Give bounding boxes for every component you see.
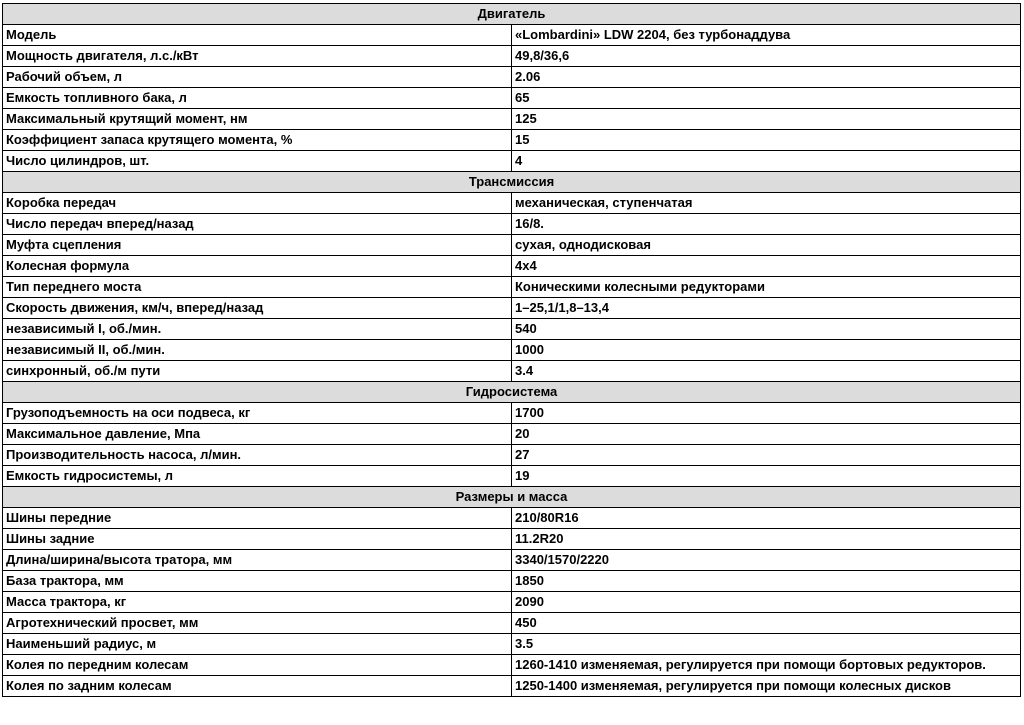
spec-value: 4x4 [512,256,1021,277]
spec-value: 3.5 [512,634,1021,655]
spec-label: Колея по задним колесам [3,676,512,697]
spec-label: Колея по передним колесам [3,655,512,676]
spec-value: 3340/1570/2220 [512,550,1021,571]
spec-row [3,361,1021,382]
spec-value: 2090 [512,592,1021,613]
spec-row [3,571,1021,592]
spec-value: 1260-1410 изменяемая, регулируется при помощи бортовых редукторов. [512,655,1021,676]
spec-label: Скорость движения, км/ч, вперед/назад [3,298,512,319]
spec-value: 450 [512,613,1021,634]
spec-label: Шины задние [3,529,512,550]
spec-value: 11.2R20 [512,529,1021,550]
spec-label: Емкость гидросистемы, л [3,466,512,487]
spec-value: 16/8. [512,214,1021,235]
spec-row [3,67,1021,88]
spec-value: 15 [512,130,1021,151]
spec-value: 1700 [512,403,1021,424]
spec-row [3,508,1021,529]
spec-value: 19 [512,466,1021,487]
spec-label: Длина/ширина/высота тратора, мм [3,550,512,571]
spec-label: База трактора, мм [3,571,512,592]
spec-value: Коническими колесными редукторами [512,277,1021,298]
spec-row [3,340,1021,361]
spec-row [3,655,1021,676]
spec-row [3,445,1021,466]
spec-value: 4 [512,151,1021,172]
section-header-row [3,382,1021,403]
spec-value: 20 [512,424,1021,445]
spec-label: Число цилиндров, шт. [3,151,512,172]
spec-row [3,424,1021,445]
spec-row [3,277,1021,298]
spec-label: Колесная формула [3,256,512,277]
spec-row [3,46,1021,67]
spec-label: Емкость топливного бака, л [3,88,512,109]
spec-row [3,109,1021,130]
section-header-row [3,487,1021,508]
spec-value: 540 [512,319,1021,340]
spec-label: синхронный, об./м пути [3,361,512,382]
spec-label: Рабочий объем, л [3,67,512,88]
spec-row [3,256,1021,277]
spec-label: Максимальное давление, Мпа [3,424,512,445]
spec-row [3,319,1021,340]
section-header-row [3,172,1021,193]
spec-label: Муфта сцепления [3,235,512,256]
spec-value: «Lombardini» LDW 2204, без турбонаддува [512,25,1021,46]
spec-row [3,151,1021,172]
spec-row [3,193,1021,214]
spec-label: Производительность насоса, л/мин. [3,445,512,466]
spec-value: 2.06 [512,67,1021,88]
section-title: Гидросистема [3,382,1021,403]
spec-value: 1000 [512,340,1021,361]
spec-row [3,298,1021,319]
spec-label: Коробка передач [3,193,512,214]
spec-row [3,529,1021,550]
spec-label: Грузоподъемность на оси подвеса, кг [3,403,512,424]
spec-label: Мощность двигателя, л.с./кВт [3,46,512,67]
spec-row [3,550,1021,571]
spec-label: Масса трактора, кг [3,592,512,613]
spec-row [3,634,1021,655]
spec-value: 1850 [512,571,1021,592]
spec-value: сухая, однодисковая [512,235,1021,256]
spec-row [3,88,1021,109]
spec-label: Коэффициент запаса крутящего момента, % [3,130,512,151]
spec-row [3,214,1021,235]
spec-value: 49,8/36,6 [512,46,1021,67]
section-title: Трансмиссия [3,172,1021,193]
spec-row [3,403,1021,424]
spec-label: независимый I, об./мин. [3,319,512,340]
spec-label: Наименьший радиус, м [3,634,512,655]
spec-label: Шины передние [3,508,512,529]
spec-value: 1250-1400 изменяемая, регулируется при помощи колесных дисков [512,676,1021,697]
spec-label: Число передач вперед/назад [3,214,512,235]
spec-row [3,235,1021,256]
spec-row [3,676,1021,697]
spec-label: независимый II, об./мин. [3,340,512,361]
spec-row [3,130,1021,151]
spec-value: 3.4 [512,361,1021,382]
spec-value: 125 [512,109,1021,130]
section-header-row [3,4,1021,25]
section-title: Размеры и масса [3,487,1021,508]
spec-table-body [3,4,1021,697]
spec-value: 65 [512,88,1021,109]
spec-label: Модель [3,25,512,46]
spec-value: механическая, ступенчатая [512,193,1021,214]
spec-label: Тип переднего моста [3,277,512,298]
section-title: Двигатель [3,4,1021,25]
spec-value: 1–25,1/1,8–13,4 [512,298,1021,319]
spec-value: 210/80R16 [512,508,1021,529]
spec-table [2,3,1021,697]
spec-row [3,613,1021,634]
spec-row [3,466,1021,487]
spec-row [3,25,1021,46]
spec-row [3,592,1021,613]
spec-value: 27 [512,445,1021,466]
spec-label: Максимальный крутящий момент, нм [3,109,512,130]
spec-label: Агротехнический просвет, мм [3,613,512,634]
